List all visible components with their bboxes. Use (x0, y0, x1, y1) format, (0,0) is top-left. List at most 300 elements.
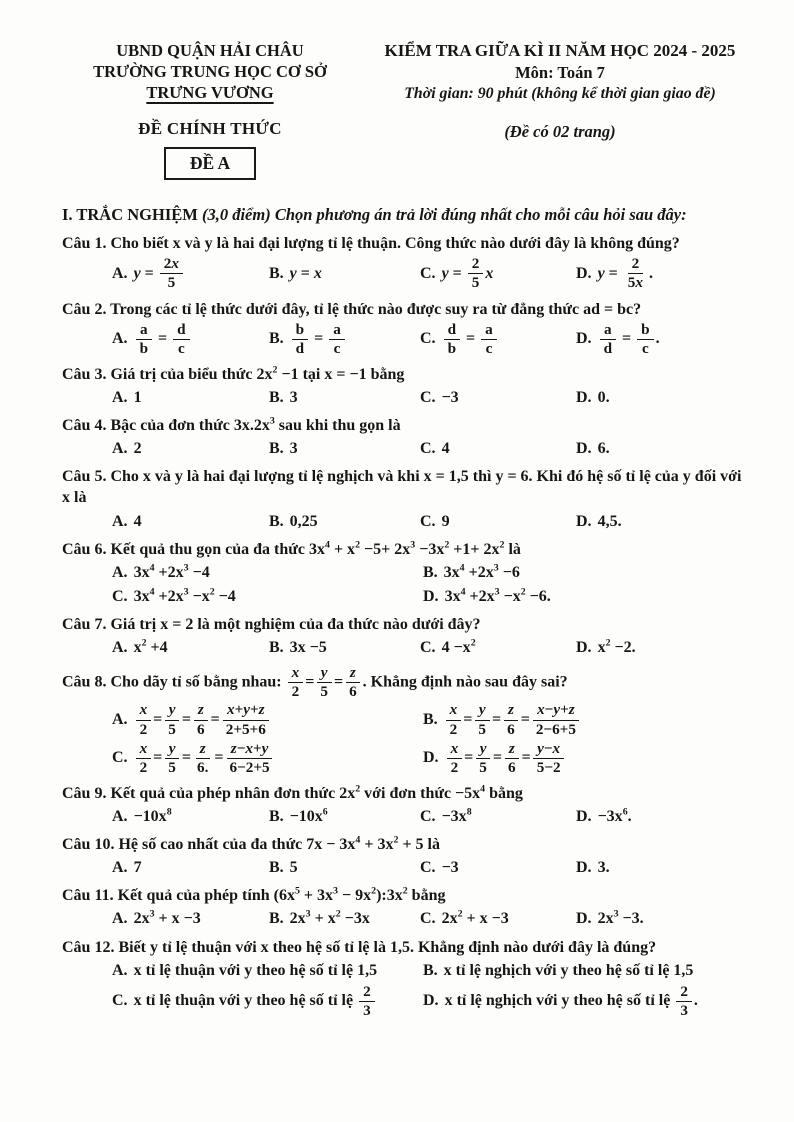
italic-variable: x (485, 264, 494, 282)
question-stem: Câu 10. Hệ số cao nhất của đa thức $7x - 3x^4 + 3x^2 + 5$ là (62, 834, 440, 854)
option-text: 3. (597, 859, 610, 877)
italic-variable: x (226, 701, 235, 719)
italic-variable: x (139, 701, 148, 719)
option-text: $x^2 +4$ (133, 637, 168, 657)
question-3 (62, 364, 748, 408)
fraction: $\frac{a}{c}$ (329, 322, 345, 357)
question-stem: Câu 9. Kết quả của phép nhân đơn thức $2x^2$ với đơn thức $-5x^4$ bằng (62, 783, 523, 802)
question-4 (62, 415, 748, 459)
option-c (420, 387, 576, 408)
option-d (576, 387, 748, 408)
superscript: 4 (324, 539, 330, 551)
option-label: D. (576, 807, 596, 825)
options (62, 806, 748, 827)
option-label: B. (269, 639, 288, 657)
superscript: 2 (520, 586, 526, 598)
option-label: D. (576, 512, 596, 530)
section-title: I. TRẮC NGHIỆM (62, 205, 198, 225)
superscript: 2 (141, 637, 147, 649)
options (62, 702, 748, 775)
option-text: $3x^4 +2x^3 -6$ (443, 562, 520, 581)
superscript: 2 (499, 539, 505, 551)
fraction: $\frac{z}{6.}$ (197, 739, 209, 776)
option-label: A. (112, 961, 132, 979)
option-text: 4 (441, 440, 450, 458)
fraction: $\frac{2}{3}$ (359, 984, 375, 1019)
option-text: $\frac{d}{b}$ = $\frac{a}{c}$ (442, 330, 499, 347)
question-12 (62, 937, 748, 1019)
italic-variable: y (168, 701, 176, 719)
superscript: 3 (494, 586, 500, 598)
superscript: 2 (371, 885, 377, 897)
question-number: Câu 1. (62, 235, 111, 253)
option-a (112, 322, 269, 357)
fraction: $\frac{y}{5}$ (474, 702, 490, 737)
option-b (423, 702, 748, 737)
option-text: 1 (133, 389, 142, 406)
fraction: $\frac{2}{5}$ (468, 256, 484, 291)
fraction: $\frac{a}{d}$ (600, 322, 616, 357)
question-stem: Câu 7. Giá trị x = 2 là một nghiệm của đa thức nào dưới đây? (62, 615, 481, 633)
fraction: $\frac{y}{5}$ (316, 665, 332, 700)
superscript: 4 (149, 586, 155, 598)
option-text: 5 (289, 859, 298, 877)
official-exam-label: ĐỀ CHÍNH THỨC (138, 119, 282, 139)
options (62, 562, 748, 607)
option-label: A. (112, 329, 132, 347)
fraction: $\frac{z}{6}$ (193, 702, 209, 737)
superscript: 6 (322, 806, 328, 818)
option-label: C. (420, 512, 440, 530)
option-c (420, 806, 576, 827)
superscript: 2 (402, 885, 408, 897)
italic-variable: y (133, 264, 141, 282)
option-d (576, 908, 748, 929)
option-text: $3x^4 +2x^3 -x^2 -6$. (444, 586, 551, 605)
option-b (423, 960, 748, 981)
option-d (576, 322, 748, 357)
superscript: 2 (393, 834, 399, 846)
superscript: 3 (493, 562, 499, 574)
fraction: $\frac{z}{6}$ (504, 741, 520, 776)
option-a (112, 387, 269, 408)
option-a (112, 637, 269, 658)
option-b (269, 908, 420, 929)
option-label: A. (112, 512, 132, 530)
fraction: $\frac{x}{2}$ (447, 741, 463, 776)
option-text: x tỉ lệ thuận với y theo hệ số tỉ lệ 1,5 (133, 961, 378, 979)
option-b (269, 438, 420, 459)
superscript: 2 (457, 909, 463, 921)
option-c (112, 741, 423, 776)
exam-duration: Thời gian: 90 phút (không kể thời gian giao đề) (404, 84, 716, 102)
option-text: $x^2 -2$. (597, 637, 636, 657)
superscript: 4 (460, 586, 466, 598)
option-label: C. (420, 329, 440, 347)
question-number: Câu 8. (62, 673, 111, 691)
fraction: $\frac{d}{b}$ (444, 322, 460, 357)
section-points: (3,0 điểm) (201, 205, 271, 225)
question-2 (62, 299, 748, 357)
option-b (269, 511, 420, 532)
option-text: 3 (289, 440, 298, 458)
question-stem: Câu 11. Kết quả của phép tính ($6x^5 + 3x^3$ − $9x^2):3x^2$ bằng (62, 885, 446, 905)
option-c (420, 322, 576, 357)
italic-variable: z (349, 664, 356, 682)
option-label: A. (112, 910, 132, 928)
options (62, 637, 748, 658)
option-label: B. (269, 389, 288, 406)
option-text: $-10x^6$ (289, 806, 328, 825)
option-d (423, 586, 748, 607)
italic-variable: y (479, 739, 487, 757)
option-d (423, 984, 748, 1019)
fraction: $\frac{b}{d}$ (292, 322, 308, 357)
question-stem: Câu 4. Bậc của đơn thức $3x.2x^3$ sau khi thu gọn là (62, 415, 401, 435)
question-5 (62, 466, 748, 531)
option-label: A. (112, 389, 132, 406)
option-label: A. (112, 710, 132, 728)
section-instruction: Chọn phương án trả lời đúng nhất cho mỗi câu hỏi sau đây: (274, 205, 687, 225)
fraction: $\frac{x}{2}$ (446, 702, 462, 737)
option-text: $\frac{a}{d}$ = $\frac{b}{c}$ . (598, 330, 660, 347)
option-label: B. (423, 961, 442, 979)
italic-variable: x (635, 274, 643, 292)
superscript: 4 (459, 562, 465, 574)
question-number: Câu 2. (62, 300, 111, 318)
superscript: 3 (333, 885, 338, 897)
option-d (576, 511, 748, 532)
option-label: B. (269, 807, 288, 825)
superscript: 3 (269, 415, 275, 427)
option-label: C. (420, 859, 440, 877)
option-a (112, 908, 269, 929)
superscript: 2 (605, 637, 611, 649)
question-stem: Câu 3. Giá trị của biểu thức $2x^2 -1$ tại x = −1 bằng (62, 364, 405, 383)
options (62, 511, 748, 532)
italic-variable: y (553, 701, 561, 719)
option-text: $-3x^6$. (597, 806, 632, 825)
italic-variable: x (450, 739, 459, 757)
option-text: 3x −5 (289, 639, 327, 657)
question-number: Câu 12. (62, 938, 119, 956)
option-b (269, 322, 420, 357)
option-label: D. (576, 859, 596, 877)
option-text: $\frac{x}{2}$ = $\frac{y}{5}$ = $\frac{z}{6}$ = $\frac{x+y+z}{2+5+6}$ (134, 711, 272, 728)
option-text: 7 (133, 859, 142, 877)
option-text: y = x (289, 265, 322, 283)
option-label: C. (420, 910, 440, 928)
italic-variable: y (320, 664, 328, 682)
option-text: x tỉ lệ thuận với y theo hệ số tỉ lệ $\frac{2}{3}$ (134, 992, 377, 1009)
option-label: B. (423, 563, 442, 581)
option-label: B. (269, 329, 288, 347)
fraction: $\frac{a}{c}$ (481, 322, 497, 357)
option-label: C. (112, 748, 132, 766)
option-text: $\frac{x}{2}$ = $\frac{y}{5}$ = $\frac{z}{6}$ = $\frac{x-y+z}{2-6+5}$ (444, 711, 582, 728)
question-number: Câu 4. (62, 417, 111, 435)
italic-variable: y (243, 701, 250, 719)
options (62, 256, 748, 291)
option-text: $\frac{x}{2}$ = $\frac{y}{5}$ = $\frac{z}{6}$ = $\frac{y-x}{5-2}$ (445, 749, 567, 766)
exam-header (62, 40, 748, 180)
question-9 (62, 783, 748, 827)
exam-variant-box (164, 147, 256, 180)
italic-variable: y (441, 264, 449, 282)
superscript: 4 (149, 562, 155, 574)
option-text: 9 (441, 512, 450, 530)
exam-variant-box-wrap (62, 140, 358, 180)
question-number: Câu 10. (62, 836, 119, 854)
option-a (112, 256, 269, 291)
options (62, 960, 748, 1019)
question-number: Câu 3. (62, 365, 111, 383)
option-label: D. (423, 748, 443, 766)
option-d (576, 806, 748, 827)
option-label: B. (423, 710, 442, 728)
option-label: B. (269, 910, 288, 928)
option-a (112, 857, 269, 878)
school-name: TRƯNG VƯƠNG (146, 83, 274, 103)
question-11 (62, 885, 748, 929)
option-d (576, 857, 748, 878)
option-text: y = $\frac{2}{5x}$ . (597, 255, 653, 292)
fraction: $\frac{d}{c}$ (173, 322, 189, 357)
question-6 (62, 539, 748, 607)
option-c (420, 857, 576, 878)
option-label: A. (112, 807, 132, 825)
question-number: Câu 5. (62, 468, 111, 486)
options (62, 857, 748, 878)
option-text: x tỉ lệ nghịch với y theo hệ số tỉ lệ $\frac{2}{3}$ . (444, 982, 698, 1019)
option-text: $2x^2 + x -3$ (441, 909, 509, 928)
question-7 (62, 614, 748, 658)
fraction: $\frac{y}{5}$ (164, 702, 180, 737)
superscript: 2 (335, 909, 341, 921)
superscript: 3 (410, 539, 416, 551)
fraction: $\frac{x}{2}$ (288, 665, 304, 700)
option-label: D. (423, 992, 443, 1010)
superscript: 8 (466, 806, 472, 818)
option-text: 0,25 (289, 512, 318, 530)
option-text: 4,5. (597, 512, 622, 530)
option-text: $3x^4 +2x^3 -4$ (133, 562, 210, 581)
option-text: $-3x^8$ (441, 806, 472, 825)
option-text: $\frac{b}{d}$ = $\frac{a}{c}$ (290, 330, 347, 347)
italic-variable: z (568, 701, 575, 719)
option-text: $\frac{x}{2}$ = $\frac{y}{5}$ = $\frac{z}{6.}$ = $\frac{z-x+y}{6-2+5}$ (134, 749, 276, 766)
fraction: $\frac{2x}{5}$ (160, 256, 183, 291)
option-text: $2x^3 + x -3$ (133, 909, 201, 928)
option-a (112, 511, 269, 532)
fraction: $\frac{x}{2}$ (136, 741, 152, 776)
option-a (112, 806, 269, 827)
option-text: $4 -x^2$ (441, 637, 476, 657)
option-text: $-10x^8$ (133, 806, 172, 825)
superscript: 4 (480, 783, 486, 795)
fraction: $\frac{x}{2}$ (136, 702, 152, 737)
fraction: $\frac{y-x}{5-2}$ (533, 741, 565, 776)
superscript: 3 (183, 586, 189, 598)
italic-variable: x (313, 265, 322, 283)
question-number: Câu 6. (62, 540, 111, 558)
fraction: $\frac{2}{3}$ (676, 984, 692, 1019)
italic-variable: z (230, 739, 237, 757)
option-label: A. (112, 859, 132, 877)
italic-variable: x (171, 255, 179, 273)
exam-pages-note: (Đề có 02 trang) (504, 122, 616, 142)
italic-variable: x (552, 739, 561, 757)
option-label: B. (269, 440, 288, 458)
italic-variable: z (508, 739, 515, 757)
superscript: 3 (613, 909, 619, 921)
option-d (576, 637, 748, 658)
option-label: B. (269, 859, 288, 877)
option-label: A. (112, 639, 132, 657)
italic-variable: x (291, 664, 300, 682)
option-text: 6. (597, 440, 610, 458)
question-stem: Câu 6. Kết quả thu gọn của đa thức $3x^4 + x^2 -5+ 2x^3 -3x^2 +1+ 2x^2$ là (62, 539, 521, 558)
option-b (269, 637, 420, 658)
superscript: 2 (355, 783, 361, 795)
italic-variable: y (597, 264, 605, 282)
option-text: 3 (289, 389, 298, 406)
question-stem: Câu 5. Cho x và y là hai đại lượng tỉ lệ nghịch và khi x = 1,5 thì y = 6. Khi đó hệ số tỉ lệ của y đối với x là (62, 468, 742, 507)
fraction: $\frac{x+y+z}{2+5+6}$ (222, 702, 270, 737)
options (62, 908, 748, 929)
issuing-authority-block (62, 40, 358, 180)
italic-variable: x (449, 701, 458, 719)
authority-name: UBND QUẬN HẢI CHÂU (116, 41, 304, 60)
option-a (112, 562, 423, 583)
question-8 (62, 665, 748, 776)
superscript: 2 (444, 539, 450, 551)
italic-variable: z (197, 701, 204, 719)
option-c (420, 637, 576, 658)
option-label: D. (576, 329, 596, 347)
question-number: Câu 9. (62, 784, 111, 802)
fraction: $\frac{a}{b}$ (136, 322, 152, 357)
option-text: −3 (441, 859, 459, 877)
italic-variable: z (258, 701, 265, 719)
superscript: 3 (305, 909, 311, 921)
option-label: C. (420, 440, 440, 458)
option-label: D. (576, 440, 596, 458)
question-number: Câu 7. (62, 615, 111, 633)
option-label: D. (576, 639, 596, 657)
option-label: D. (576, 264, 596, 282)
options (62, 387, 748, 408)
question-stem: Câu 2. Trong các tỉ lệ thức dưới đây, tỉ lệ thức nào được suy ra từ đẳng thức ad = bc? (62, 300, 642, 318)
option-a (112, 702, 423, 737)
italic-variable: x (537, 701, 545, 719)
fraction: $\frac{y}{5}$ (164, 741, 180, 776)
exam-title: KIỂM TRA GIỮA KÌ II NĂM HỌC 2024 - 2025 (384, 41, 736, 60)
question-stem: Câu 8. Cho dãy tỉ số bằng nhau: $\frac{x}{2}$ = $\frac{y}{5}$ = $\frac{z}{6}$ . Khẳng định nào sau đây sai? (62, 664, 568, 701)
option-label: C. (112, 992, 132, 1010)
school-type: TRƯỜNG TRUNG HỌC CƠ SỞ (93, 62, 327, 82)
option-text: $3x^4 +2x^3 -x^2 -4$ (133, 586, 236, 605)
superscript: 2 (470, 637, 476, 649)
options (62, 438, 748, 459)
option-text: $2x^3 + x^2 -3x$ (289, 909, 370, 928)
fraction: $\frac{b}{c}$ (637, 322, 653, 357)
option-label: C. (112, 587, 132, 605)
option-label: A. (112, 440, 132, 458)
section-heading (62, 204, 748, 226)
italic-variable: y (261, 739, 269, 757)
option-label: D. (423, 587, 443, 605)
option-text: −3 (441, 389, 459, 406)
italic-variable: y (478, 701, 486, 719)
option-label: A. (112, 563, 132, 581)
fraction: $\frac{2}{5x}$ (627, 255, 643, 292)
option-label: A. (112, 264, 132, 282)
option-label: D. (576, 389, 596, 406)
fraction: $\frac{z}{6}$ (503, 702, 519, 737)
questions-list (62, 233, 748, 1019)
question-stem: Câu 1. Cho biết x và y là hai đại lượng tỉ lệ thuận. Công thức nào dưới đây là không đúng? (62, 235, 680, 253)
options (62, 322, 748, 357)
option-c (420, 511, 576, 532)
fraction: $\frac{y}{5}$ (475, 741, 491, 776)
option-label: C. (420, 639, 440, 657)
fraction: $\frac{z}{6}$ (345, 665, 361, 700)
superscript: 3 (183, 562, 189, 574)
exam-info-block (372, 40, 748, 180)
exam-variant-label: ĐỀ A (189, 153, 231, 174)
option-c (420, 438, 576, 459)
question-10 (62, 834, 748, 878)
superscript: 5 (294, 885, 300, 897)
question-number: Câu 11. (62, 887, 118, 905)
superscript: 2 (272, 364, 278, 376)
option-b (269, 857, 420, 878)
option-text: x tỉ lệ nghịch với y theo hệ số tỉ lệ 1,5 (443, 961, 694, 979)
option-c (420, 256, 576, 291)
superscript: 8 (166, 806, 172, 818)
option-text: 0. (597, 389, 610, 406)
fraction: $\frac{x-y+z}{2-6+5}$ (532, 702, 580, 737)
superscript: 6 (622, 806, 628, 818)
superscript: 3 (149, 909, 155, 921)
option-d (576, 256, 748, 291)
option-label: C. (420, 807, 440, 825)
option-text: $\frac{a}{b}$ = $\frac{d}{c}$ (134, 330, 192, 347)
option-c (112, 984, 423, 1019)
option-text: y = $\frac{2}{5}$ x (441, 255, 494, 292)
option-b (269, 263, 420, 284)
superscript: 4 (355, 834, 361, 846)
italic-variable: y (537, 739, 544, 757)
option-c (420, 908, 576, 929)
superscript: 2 (355, 539, 361, 551)
fraction: $\frac{z-x+y}{6-2+5}$ (226, 741, 274, 776)
option-text: $2x^3 -3$. (597, 909, 644, 928)
option-b (423, 562, 748, 583)
option-label: D. (576, 910, 596, 928)
option-label: B. (269, 512, 288, 530)
option-text: 4 (133, 512, 142, 530)
italic-variable: y (289, 265, 297, 283)
option-a (112, 960, 423, 981)
option-d (423, 741, 748, 776)
option-label: C. (420, 389, 440, 406)
option-a (112, 438, 269, 459)
question-1 (62, 233, 748, 291)
superscript: 2 (209, 586, 215, 598)
option-b (269, 806, 420, 827)
